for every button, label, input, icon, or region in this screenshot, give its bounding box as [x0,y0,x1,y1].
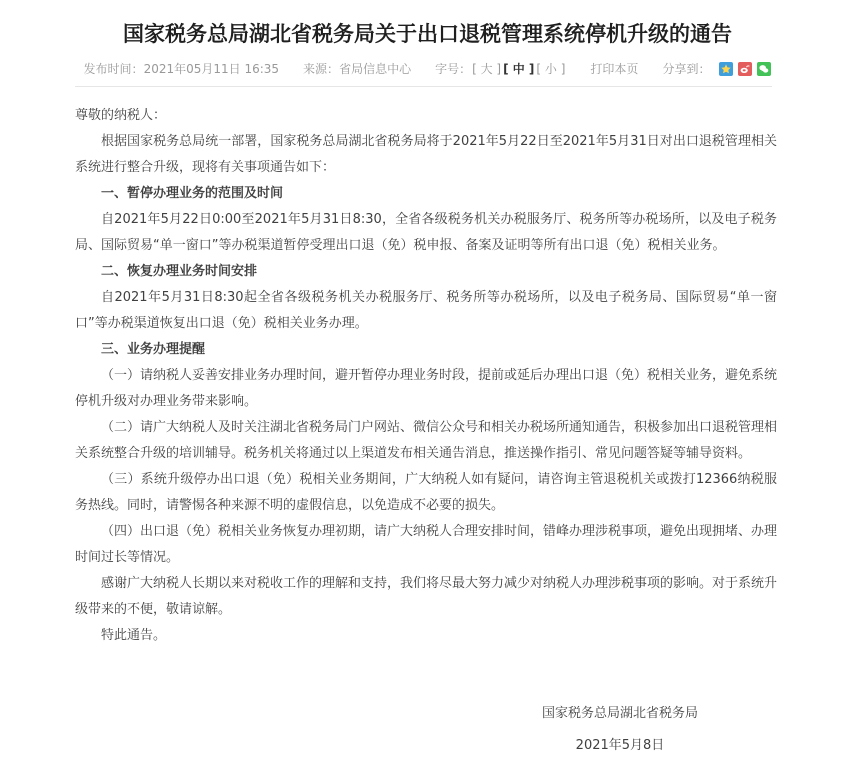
body-paragraph: 特此通告。 [101,628,167,643]
font-size-label: 字号： [435,62,472,76]
body-paragraph: （二）请广大纳税人及时关注湖北省税务局门户网站、微信公众号和相关办税场所通知通告，积极参加出口退税管理相关系统整合升级的培训辅导。税务机关将通过以上渠道发布相关通告消息，推送操作指引、常见问题答疑等辅导资料。 [75,420,778,461]
print-page-link[interactable]: 打印本页 [590,62,639,76]
salutation: 尊敬的纳税人： [75,108,167,123]
body-paragraph: （三）系统升级停办出口退（免）税相关业务期间，广大纳税人如有疑问，请咨询主管退税机关或拨打12366纳税服务热线。同时，请警惕各种来源不明的虚假信息，以免造成不必要的损失。 [75,472,777,513]
article-meta-bar [0,60,855,77]
font-size-controls [435,60,566,77]
print-group [590,60,638,77]
source [303,60,411,77]
font-size-medium-button[interactable]: [ 中 ] [503,62,535,76]
share-to-label: 分享到： [662,62,711,76]
section-heading: 二、恢复办理业务时间安排 [101,264,258,279]
font-size-small-button[interactable]: [ 小 ] [536,62,566,76]
wechat-share-icon[interactable] [757,62,771,76]
article-body [75,103,777,649]
signature-date: 2021年5月8日 [575,738,665,753]
source-value: 省局信息中心 [339,62,412,76]
section-heading: 三、业务办理提醒 [101,342,206,357]
publish-time-label: 发布时间： [83,62,144,76]
body-paragraph: 感谢广大纳税人长期以来对税收工作的理解和支持，我们将尽最大努力减少对纳税人办理涉税事项的影响。对于系统升级带来的不便，敬请谅解。 [75,576,778,617]
body-paragraph: 根据国家税务总局统一部署，国家税务总局湖北省税务局将于2021年5月22日至2021年5月31日对出口退税管理相关系统进行整合升级，现将有关事项通告如下： [75,134,777,175]
body-paragraph: 自2021年5月31日8:30起全省各级税务机关办税服务厅、税务所等办税场所，以及电子税务局、国际贸易“单一窗口”等办税渠道恢复出口退（免）税相关业务办理。 [75,290,777,331]
share-group [662,60,771,77]
weibo-share-icon[interactable] [738,62,752,76]
page-title: 国家税务总局湖北省税务局关于出口退税管理系统停机升级的通告 [123,22,732,46]
section-heading: 一、暂停办理业务的范围及时间 [101,186,284,201]
meta-divider [75,86,772,87]
body-paragraph: （一）请纳税人妥善安排业务办理时间，避开暂停办理业务时段，提前或延后办理出口退（免）税相关业务，避免系统停机升级对办理业务带来影响。 [75,368,778,409]
source-label: 来源： [303,62,340,76]
signature-block [542,698,698,762]
share-icons [714,62,771,76]
signature-org: 国家税务总局湖北省税务局 [541,706,698,721]
qzone-share-icon[interactable] [719,62,733,76]
body-paragraph: （四）出口退（免）税相关业务恢复办理初期，请广大纳税人合理安排时间，错峰办理涉税事项，避免出现拥堵、办理时间过长等情况。 [75,524,778,565]
publish-time-value: 2021年05月11日 16:35 [143,62,280,76]
font-size-large-button[interactable]: [ 大 ] [472,62,502,76]
publish-time [84,60,280,77]
body-paragraph: 自2021年5月22日0:00至2021年5月31日8:30，全省各级税务机关办税服务厅、税务所等办税场所，以及电子税务局、国际贸易“单一窗口”等办税渠道暂停受理出口退（免）税申报、备案及证明等所有出口退（免）税相关业务。 [75,212,777,253]
